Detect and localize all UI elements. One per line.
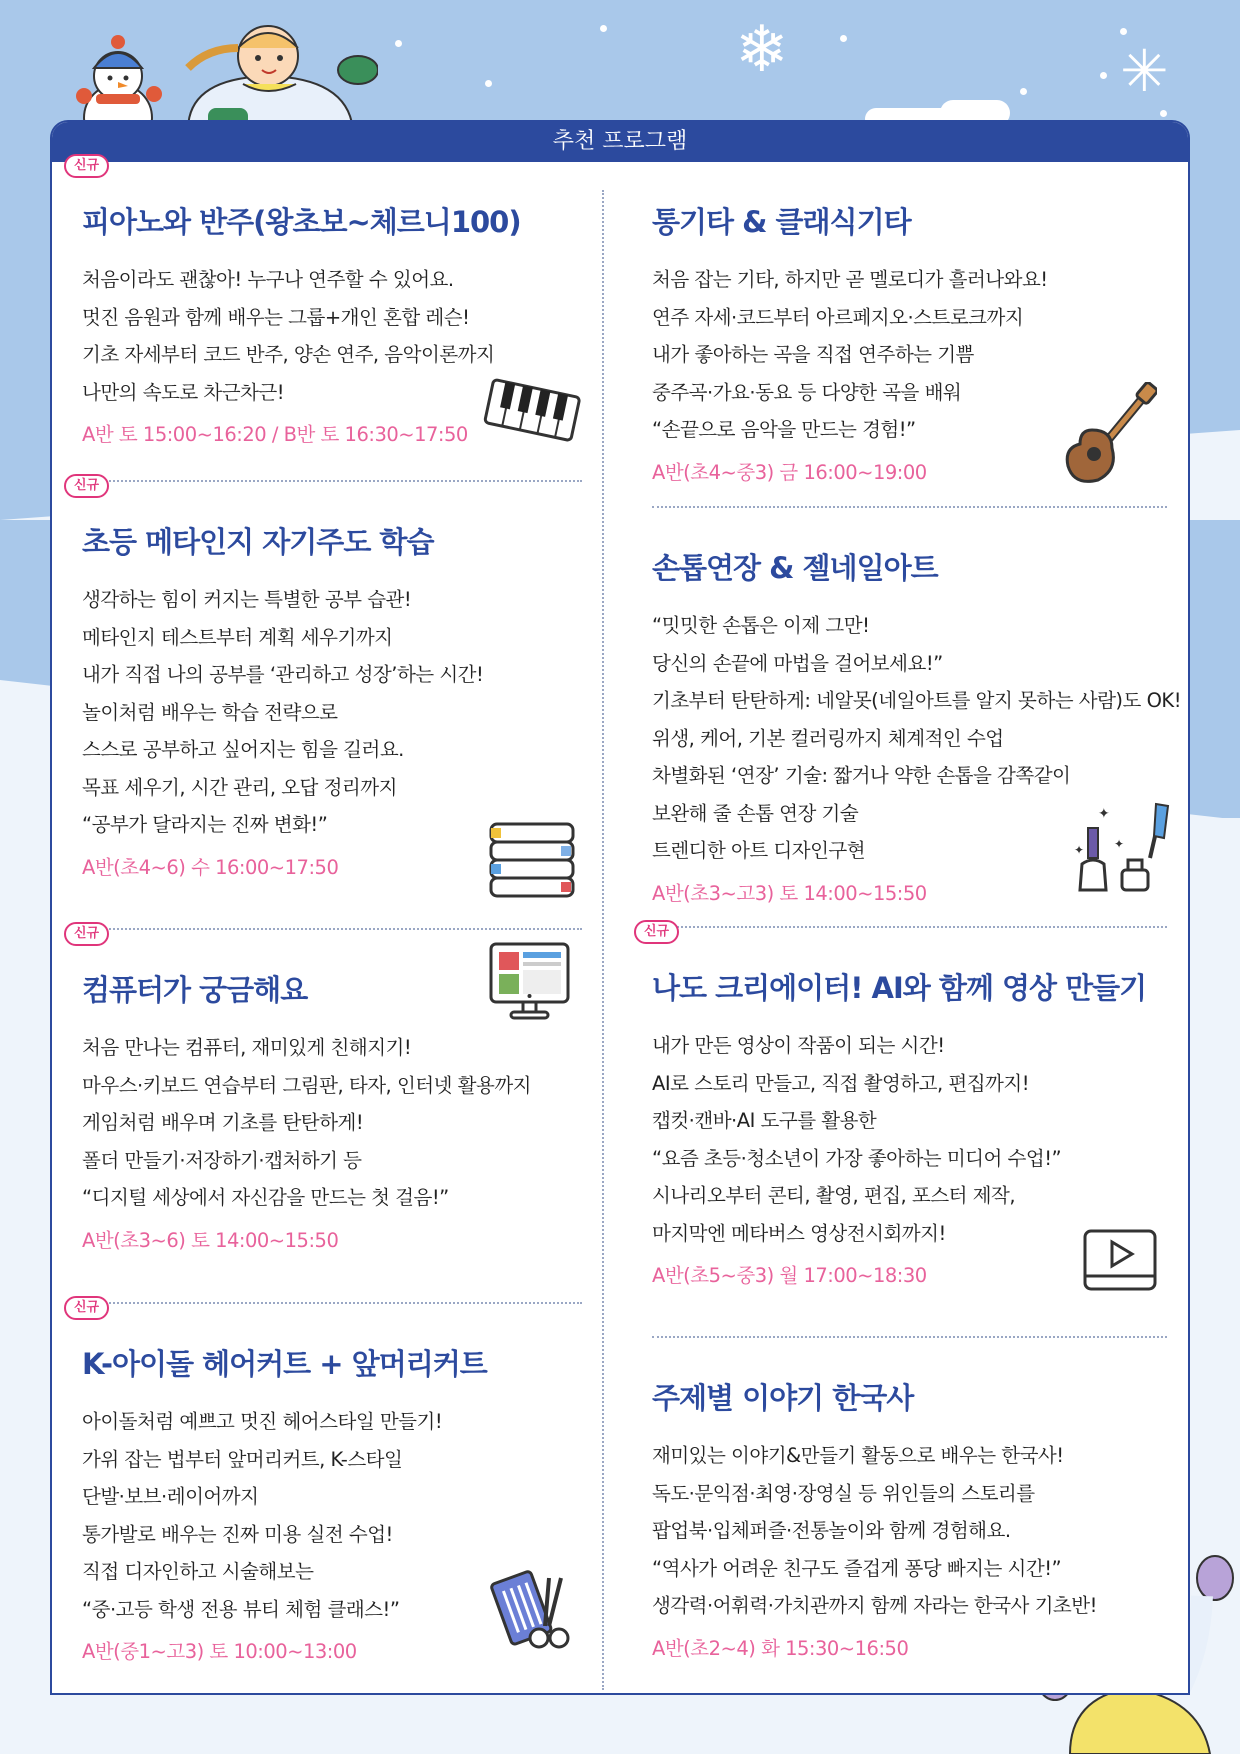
program-card-guitar[interactable] xyxy=(652,162,1167,508)
program-line: 처음이라도 괜찮아! 누구나 연주할 수 있어요. xyxy=(82,268,454,291)
program-line: 통가발로 배우는 진짜 미용 실전 수업! xyxy=(82,1522,393,1546)
program-line: 스스로 공부하고 싶어지는 힘을 길러요. xyxy=(82,738,404,761)
program-line: “요즘 초등·청소년이 가장 좋아하는 미디어 수업!” xyxy=(652,1146,1062,1170)
program-line: “역사가 어려운 친구도 즐겁게 퐁당 빠지는 시간!” xyxy=(652,1556,1062,1580)
program-line: 메타인지 테스트부터 계획 세우기까지 xyxy=(82,625,393,649)
snow-dot xyxy=(395,40,402,47)
program-title: K-아이돌 헤어커트 + 앞머리커트 xyxy=(82,1347,487,1381)
program-schedule: A반(중1~고3) 토 10:00~13:00 xyxy=(82,1640,357,1663)
program-line: 보완해 줄 손톱 연장 기술 xyxy=(652,801,859,825)
program-line: 폴더 만들기·저장하기·캡처하기 등 xyxy=(82,1148,362,1172)
svg-text:✦: ✦ xyxy=(1074,843,1085,857)
left-column xyxy=(74,158,582,1674)
new-badge: 신규 xyxy=(634,920,679,944)
program-line: 생각력·어휘력·가치관까지 함께 자라는 한국사 기초반! xyxy=(652,1594,1097,1617)
program-card-metacognition[interactable] xyxy=(74,478,582,930)
new-badge: 신규 xyxy=(64,154,109,178)
guitar-icon xyxy=(1062,382,1157,487)
books-stack-icon xyxy=(487,820,577,900)
program-line: 시나리오부터 콘티, 촬영, 편집, 포스터 제작, xyxy=(652,1184,1016,1207)
program-panel xyxy=(50,120,1190,1695)
new-badge: 신규 xyxy=(64,1296,109,1320)
program-line: 내가 직접 나의 공부를 ‘관리하고 성장’하는 시간! xyxy=(82,663,484,686)
snow-dot xyxy=(1160,110,1167,117)
program-line: 위생, 케어, 기본 컬러링까지 체계적인 수업 xyxy=(652,726,1004,750)
program-line: 직접 디자인하고 시술해보는 xyxy=(82,1560,314,1583)
snow-dot xyxy=(1120,28,1127,35)
panel-title: 추천 프로그램 xyxy=(552,129,688,154)
program-line: 연주 자세·코드부터 아르페지오·스트로크까지 xyxy=(652,305,1024,329)
new-badge: 신규 xyxy=(64,474,109,498)
program-line: 처음 잡는 기타, 하지만 곧 멜로디가 흘러나와요! xyxy=(652,268,1048,291)
program-line: 마지막엔 메타버스 영상전시회까지! xyxy=(652,1221,946,1245)
program-title: 초등 메타인지 자기주도 학습 xyxy=(82,525,434,559)
program-line: 독도·문익점·최영·장영실 등 위인들의 스토리를 xyxy=(652,1481,1035,1505)
comb-scissors-icon xyxy=(487,1564,577,1654)
program-line: 팝업북·입체퍼즐·전통놀이와 함께 경험해요. xyxy=(652,1519,1011,1542)
snow-dot xyxy=(485,80,492,87)
snow-dot xyxy=(600,25,607,32)
program-line: “밋밋한 손톱은 이제 그만! xyxy=(652,614,870,637)
program-card-piano[interactable] xyxy=(74,158,582,482)
program-title: 통기타 & 클래식기타 xyxy=(652,205,911,239)
new-badge: 신규 xyxy=(64,922,109,946)
program-title: 나도 크리에이터! AI와 함께 영상 만들기 xyxy=(652,971,1147,1005)
program-schedule: A반(초3~고3) 토 14:00~15:50 xyxy=(652,881,927,905)
computer-monitor-icon xyxy=(487,940,572,1025)
nail-polish-icon xyxy=(1072,798,1172,898)
program-line: 캡컷·캔바·AI 도구를 활용한 xyxy=(652,1109,877,1132)
video-play-icon xyxy=(1082,1228,1158,1294)
program-schedule: A반(초5~중3) 월 17:00~18:30 xyxy=(652,1264,927,1287)
program-line: “공부가 달라지는 진짜 변화!” xyxy=(82,813,328,836)
program-schedule: A반(초4~6) 수 16:00~17:50 xyxy=(82,855,339,879)
piano-keys-icon xyxy=(482,376,582,446)
svg-text:✦: ✦ xyxy=(1098,806,1110,822)
program-line: AI로 스토리 만들고, 직접 촬영하고, 편집까지! xyxy=(652,1071,1030,1095)
program-line: 기초부터 탄탄하게: 네알못(네일아트를 알지 못하는 사람)도 OK! xyxy=(652,689,1182,712)
program-line: 놀이처럼 배우는 학습 전략으로 xyxy=(82,700,338,724)
snow-dot xyxy=(1020,88,1027,95)
program-card-computer[interactable] xyxy=(74,926,582,1304)
program-line: “중·고등 학생 전용 뷰티 체험 클래스!” xyxy=(82,1597,400,1621)
program-card-korean-history[interactable] xyxy=(652,1338,1167,1668)
right-column xyxy=(644,162,1182,1668)
program-line: 나만의 속도로 차근차근! xyxy=(82,380,285,404)
snowflake-icon: ❄ xyxy=(735,13,789,87)
program-line: 단발·보브·레이어까지 xyxy=(82,1485,259,1508)
program-line: 재미있는 이야기&만들기 활동으로 배우는 한국사! xyxy=(652,1444,1064,1467)
program-title: 컴퓨터가 궁금해요 xyxy=(82,973,308,1007)
program-line: 게임처럼 배우며 기초를 탄탄하게! xyxy=(82,1111,364,1134)
program-line: 가위 잡는 법부터 앞머리커트, K-스타일 xyxy=(82,1447,403,1471)
program-schedule: A반 토 15:00~16:20 / B반 토 16:30~17:50 xyxy=(82,423,468,446)
program-line: 내가 좋아하는 곡을 직접 연주하는 기쁨 xyxy=(652,343,974,366)
program-line: 마우스·키보드 연습부터 그림판, 타자, 인터넷 활용까지 xyxy=(82,1073,532,1097)
program-line: 멋진 음원과 함께 배우는 그룹+개인 혼합 레슨! xyxy=(82,305,470,329)
program-schedule: A반(초3~6) 토 14:00~15:50 xyxy=(82,1228,339,1252)
program-line: 중주곡·가요·동요 등 다양한 곡을 배워 xyxy=(652,380,962,404)
panel-header xyxy=(52,122,1188,162)
program-card-ai-video[interactable] xyxy=(644,924,1167,1338)
program-title: 피아노와 반주(왕초보~체르니100) xyxy=(82,205,521,239)
svg-text:✦: ✦ xyxy=(1114,837,1125,851)
program-line: 아이돌처럼 예쁘고 멋진 헤어스타일 만들기! xyxy=(82,1410,443,1433)
program-line: “디지털 세상에서 자신감을 만드는 첫 걸음!” xyxy=(82,1186,449,1209)
program-line: “손끝으로 음악을 만드는 경험!” xyxy=(652,418,916,441)
snow-dot xyxy=(1100,72,1107,79)
program-line: 차별화된 ‘연장’ 기술: 짧거나 약한 손톱을 감쪽같이 xyxy=(652,764,1071,787)
program-card-haircut[interactable] xyxy=(74,1300,582,1674)
program-line: 목표 세우기, 시간 관리, 오답 정리까지 xyxy=(82,775,397,799)
program-line: 당신의 손끝에 마법을 걸어보세요!” xyxy=(652,651,943,675)
program-title: 손톱연장 & 젤네일아트 xyxy=(652,551,938,585)
snowflake-icon: ✳ xyxy=(1120,37,1169,105)
program-line: 내가 만든 영상이 작품이 되는 시간! xyxy=(652,1034,945,1057)
column-divider xyxy=(602,190,604,1690)
program-line: 생각하는 힘이 커지는 특별한 공부 습관! xyxy=(82,588,412,611)
program-schedule: A반(초4~중3) 금 16:00~19:00 xyxy=(652,460,927,484)
program-line: 처음 만나는 컴퓨터, 재미있게 친해지기! xyxy=(82,1036,412,1059)
snowman-and-girl-illustration xyxy=(68,18,378,130)
program-line: 트렌디한 아트 디자인구현 xyxy=(652,839,866,862)
snow-dot xyxy=(840,35,847,42)
program-card-nail[interactable] xyxy=(652,508,1182,928)
program-line: 기초 자세부터 코드 반주, 양손 연주, 음악이론까지 xyxy=(82,343,495,366)
program-schedule: A반(초2~4) 화 15:30~16:50 xyxy=(652,1636,909,1660)
program-title: 주제별 이야기 한국사 xyxy=(652,1381,914,1415)
